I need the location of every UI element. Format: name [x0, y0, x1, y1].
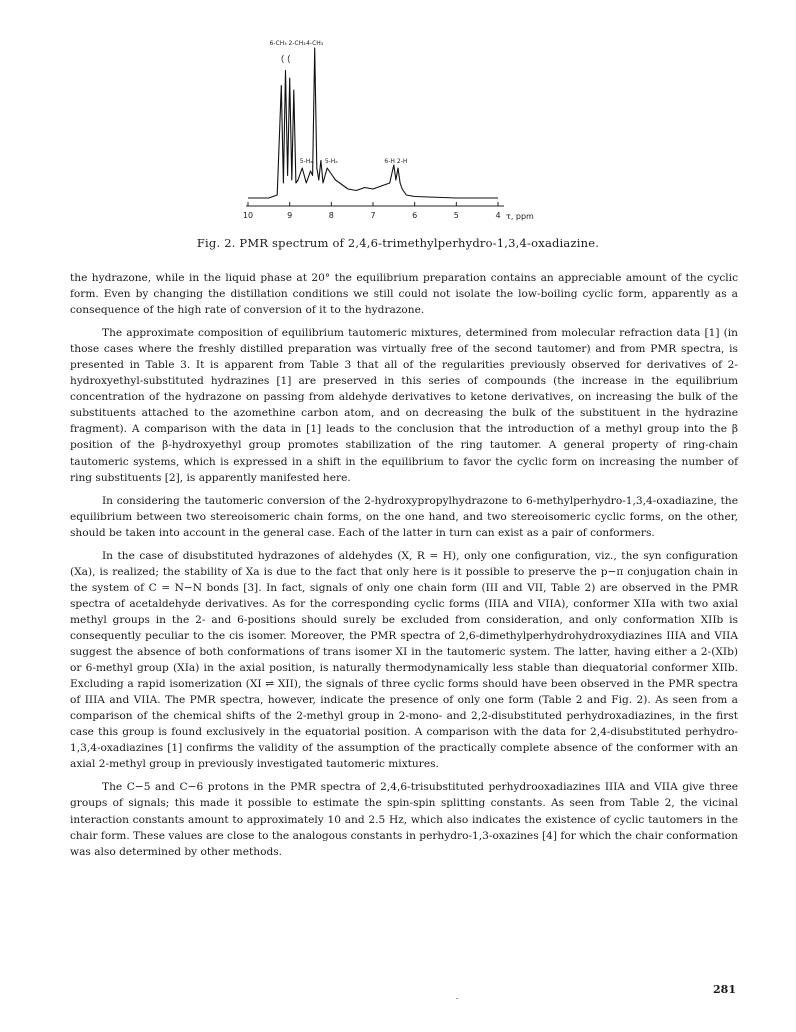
figure-caption: Fig. 2. PMR spectrum of 2,4,6-trimethylperhydro-1,3,4-oxadiazine. — [196, 236, 600, 250]
x-tick-label: 5 — [453, 211, 459, 220]
peak-label-4ch3: 4-CH₃ — [306, 40, 324, 47]
x-tick-label: 6 — [412, 211, 418, 220]
paragraph-2: The approximate composition of equilibrium tautomeric mixtures, determined from molecular refraction data [1] (in those cases where the freshly distilled preparation was virtually free of the second tautomer) and from PMR spectra, is presented in Table 3. It is apparent from Table 3 that all of the regularities previously observed for derivatives of 2-hydroxyethyl-substituted hydrazines [1] are preserved in this series of compounds (the increase in the equilibrium concentration of the hydrazone on passing from aldehyde derivatives to ketone derivatives, on increasing the bulk of the substituents attached to the azomethine carbon atom, and on decreasing the bulk of the substituent in the hydrazine fragment). A comparison with the data in [1] leads to the conclusion that the introduction of a methyl group into the β position of the β-hydroxyethyl group promotes stabilization of the ring tautomer. A general property of ring-chain tautomeric systems, which is expressed in a shift in the equilibrium to favor the cyclic form on increasing the number of ring substituents [2], is apparently manifested here. — [70, 327, 738, 484]
peak-label-2h: 2-H — [396, 158, 408, 165]
peak-label-6h: 6-H — [384, 158, 395, 165]
x-tick-label: 4 — [495, 211, 501, 220]
paragraph-4: In the case of disubstituted hydrazones of aldehydes (X, R = H), only one configuration, viz., the syn configuration (Xa), is realized; the stability of Xa is due to the fact that only here is it possible to preserve the p−π conjugation chain in the system of C = N−N bonds [3]. In fact, signals of only one chain form (III and VII, Table 2) are observed in the PMR spectra of acetaldehyde derivatives. As for the corresponding cyclic forms (IIIA and VIIA), conformer XIIa with two axial methyl groups in the 2- and 6-positions should surely be excluded from consideration, and only conformation XIIb is consequently peculiar to the cis isomer. Moreover, the PMR spectra of 2,6-dimethylperhydrohydroxydiazines IIIA and VIIA suggest the absence of both conformations of trans isomer XI in the tautomeric system. The latter, having either a 2-(XIb) or 6-methyl group (XIa) in the axial position, is naturally thermodynamically less stable than diequatorial conformer XIIb. Excluding a rapid isomerization (XI ⇌ XII), the signals of three cyclic forms should have been observed in the PMR spectra of IIIA and VIIA. The PMR spectra, however, indicate the presence of only one form (Table 2 and Fig. 2). As seen from a comparison of the chemical shifts of the 2-methyl group in 2-mono- and 2,2-disubstituted perhydroxadiazines, in the first case this group is found exclusively in the equatorial position. A comparison with the data for 2,4-disubstituted perhydro-1,3,4-oxadiazines [1] confirms the validity of the assumption of the practically complete absence of the conformer with an axial 2-methyl group in previously investigated tautomeric mixtures. — [70, 549, 738, 771]
paragraph-1: the hydrazone, while in the liquid phase at 20° the equilibrium preparation contains an appreciable amount of the cyclic form. Even by changing the distillation conditions we still could not isolate the low-boiling cyclic form, apparently as a consequence of the high rate of conversion of it to the hydrazone. — [70, 272, 738, 317]
x-tick-label: 10 — [242, 211, 254, 220]
page-number: 281 — [713, 983, 736, 996]
peak-group-bracket — [282, 55, 290, 63]
spectrum-trace — [248, 48, 498, 198]
paragraph-5: The C−5 and C−6 protons in the PMR spectra of 2,4,6-trisubstituted perhydrooxadiazines IIIA and VIIA give three groups of signals; this made it possible to estimate the spin-spin splitting constants. As seen from Table 2, the vicinal interaction constants amount to approximately 10 and 2.5 Hz, which also indicates the existence of cyclic tautomers in the chair form. These values are close to the analogous constants in perhydro-1,3-oxazines [4] for which the chair conformation was also determined by other methods. — [70, 781, 738, 858]
x-axis-unit-label: τ, ppm — [506, 212, 534, 221]
peak-label-5he: 5-Hₑ — [324, 158, 338, 165]
scan-speck — [456, 998, 458, 999]
x-tick-label: 7 — [370, 211, 376, 220]
x-tick-label: 8 — [328, 211, 334, 220]
body-text — [70, 270, 738, 867]
pmr-spectrum-plot — [236, 26, 576, 236]
peak-label-6ch3-2ch3: 6-CH₃ 2-CH₃ — [269, 40, 306, 47]
pmr-spectrum-figure — [236, 26, 576, 236]
x-tick-label: 9 — [287, 211, 293, 220]
peak-label-5ha: 5-Hₐ — [299, 158, 313, 165]
paragraph-3: In considering the tautomeric conversion of the 2-hydroxypropylhydrazone to 6-methylperhydro-1,3,4-oxadiazine, the equilibrium between two stereoisomeric chain forms, on the one hand, and two stereoisomeric cyclic forms, on the other, should be taken into account in the general case. Each of the latter in turn can exist as a pair of conformers. — [70, 494, 738, 539]
